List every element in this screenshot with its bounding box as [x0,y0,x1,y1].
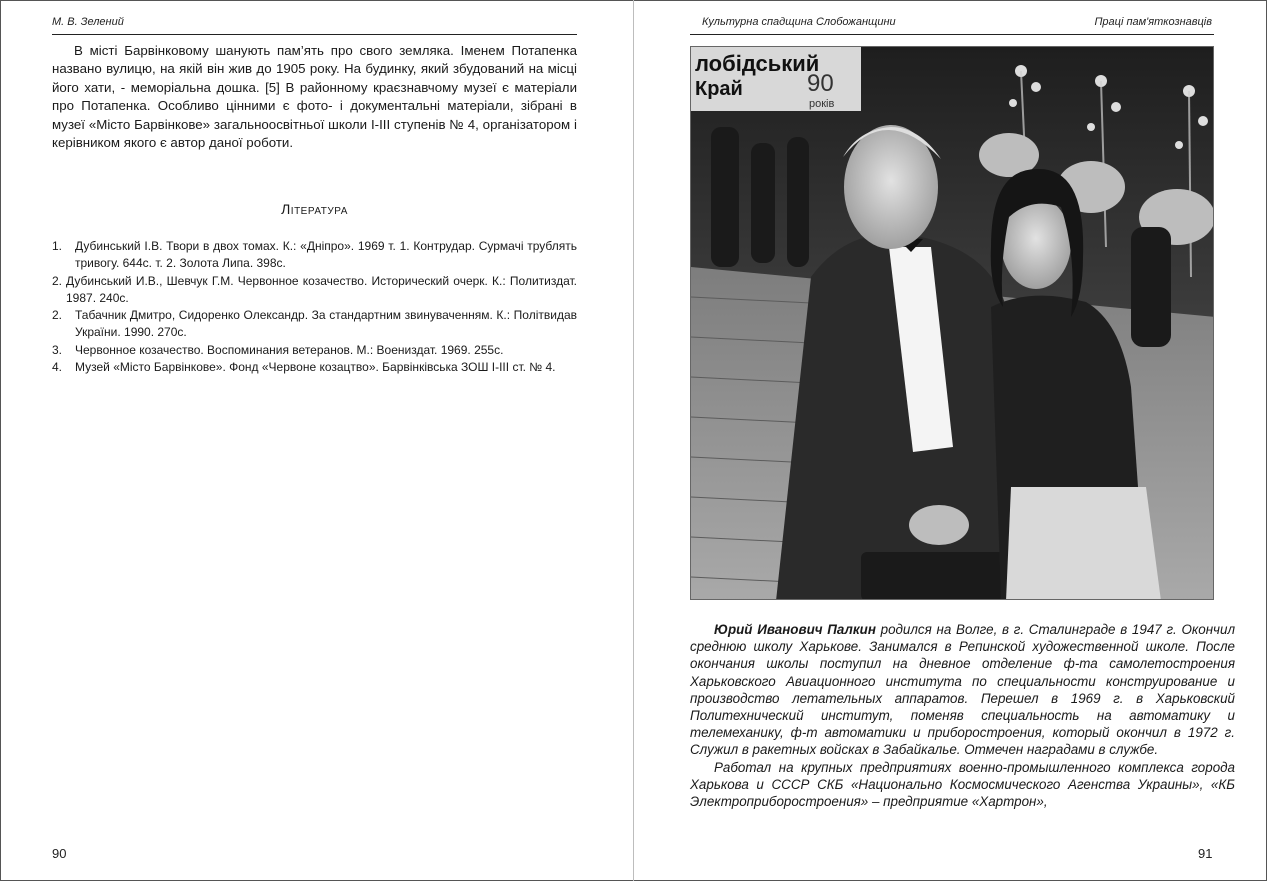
photo-illustration [691,47,1214,600]
bio-paragraph-1-text: родился на Волге, в г. Сталинграде в 1947 г. Окончил среднюю школу Харькове. Занимался в Репинской художественной школе. После окончания школы поступил на дневное отделение ф-та самолетостроения Харьковского Авиационного института по специальности конструирование и производство летательных аппаратов. Перешел в 1969 г. в Харьковский Политехнический институт, поменяв специальность на автоматику и телемеханику, ф-т автоматики и приборостроения, который окончил в 1972 г. Служил в ракетных войсках в Забайкалье. Отмечен наградами в службе. [690,622,1235,758]
reference-text: Музей «Місто Барвінкове». Фонд «Червоне козацтво». Барвінківська ЗОШ І-ІІІ ст. № 4. [75,360,556,375]
banner-suffix: років [809,98,835,110]
reference-text: Дубинський І.В. Твори в двох томах. К.: «Дніпро». 1969 т. 1. Контрудар. Сурмачі трублять тривогу. 644с. т. 2. Золота Липа. 398с. [75,239,577,271]
bio-paragraph-1 [690,621,1235,759]
bio-paragraph-2: Работал на крупных предприятиях военно-промышленного комплекса города Харькова и СССР СКБ «Национально Космосмического Агенства Украины», «КБ Электроприборостроения» – предприятие «Хартрон», [690,759,1235,810]
reference-number: 2. [52,308,63,323]
reference-list [52,238,577,376]
reference-text: Дубинський И.В., Шевчук Г.М. Червонное козачество. Исторический очерк. К.: Политиздат. 1987. 240с. [66,273,577,305]
reference-item [52,307,577,342]
banner-line1: лобідський [695,51,820,76]
reference-item [52,342,577,359]
reference-item [52,359,577,376]
biography-text [690,621,1235,810]
running-head-right-page-title: Культурна спадщина Слобожанщини [702,16,896,28]
body-paragraph: В місті Барвінковому шанують пам’ять про свого земляка. Іменем Потапенка названо вулицю, на якій він жив до 1905 року. На будинку, який збудований на місці його хати, - меморіальна дошка. [5] В районному краєзнавчому музеї є матеріали про Потапенка. Особливо цінними є фото- і документальні матеріали, зібрані в музеї «Місто Барвінкове» загальноосвітньої школи І-ІІІ ступенів № 4, організатором і керівником якого є автор даної роботи. [52,43,577,151]
literature-heading: Література [281,201,348,217]
briefcase [861,552,1011,600]
left-body-text [52,42,577,152]
bio-name: Юрий Иванович Палкин [714,622,876,637]
header-rule-right [690,34,1214,35]
page-number-right: 91 [1198,846,1213,861]
portrait-photo [690,46,1214,600]
banner-line2: Край [695,78,743,100]
reference-item [52,273,577,308]
page-number-left: 90 [52,846,67,861]
header-rule-left [52,34,577,35]
running-head-left-page: М. В. Зелений [52,16,124,28]
man-hands [909,505,969,545]
reference-number: 3. [52,342,63,357]
page-spine [633,0,634,881]
reference-text: Червонное козачество. Воспоминания ветеранов. М.: Воениздат. 1969. 255с. [75,342,504,357]
running-head-right-page-section: Праці пам'яткознавців [1094,16,1212,28]
reference-number: 2. [52,273,63,288]
reference-number: 1. [52,239,63,253]
reference-number: 4. [52,360,63,375]
man-suit [776,234,1011,600]
reference-item [52,238,577,273]
banner-number: 90 [807,70,834,97]
reference-text: Табачник Дмитро, Сидоренко Олександр. За стандартним звинуваченням. К.: Політвидав України. 1990. 270с. [75,308,577,340]
woman-skirt [1006,487,1161,600]
